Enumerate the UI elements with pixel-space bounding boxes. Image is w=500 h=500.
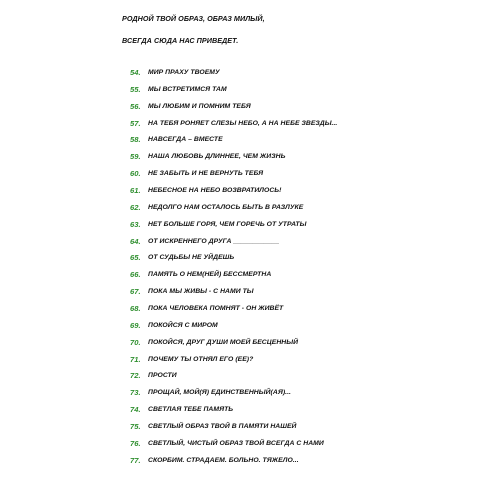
list-item [130,334,337,351]
item-number: 55. [130,84,141,94]
item-text: ПАМЯТЬ О НЕМ(НЕЙ) БЕССМЕРТНА [148,271,272,279]
list-item [130,115,337,132]
item-number: 68. [130,303,141,313]
item-number: 73. [130,388,141,398]
list-item [130,233,337,250]
item-number: 60. [130,169,141,179]
list-item [130,384,337,401]
list-item [130,266,337,283]
item-number: 57. [130,118,141,128]
list-item [130,418,337,435]
intro-line-2: ВСЕГДА СЮДА НАС ПРИВЕДЕТ. [122,36,239,45]
item-text: НАВСЕГДА – ВМЕСТЕ [148,136,223,144]
item-text: НЕТ БОЛЬШЕ ГОРЯ, ЧЕМ ГОРЕЧЬ ОТ УТРАТЫ [148,220,307,228]
list-item [130,283,337,300]
item-text: ПРОСТИ [148,372,177,380]
item-text: МИР ПРАХУ ТВОЕМУ [148,68,220,76]
item-number: 65. [130,253,141,263]
list-item [130,216,337,233]
item-number: 56. [130,101,141,111]
list-item [130,435,337,452]
item-text: ПРОЩАЙ, МОЙ(Я) ЕДИНСТВЕННЫЙ(АЯ)... [148,389,291,397]
item-number: 64. [130,236,141,246]
item-text: ПОКА ЧЕЛОВЕКА ПОМНЯТ - ОН ЖИВЁТ [148,304,284,312]
list-item [130,351,337,368]
item-number: 63. [130,219,141,229]
intro-line-1: РОДНОЙ ТВОЙ ОБРАЗ, ОБРАЗ МИЛЫЙ, [122,14,265,23]
list-item [130,199,337,216]
item-number: 70. [130,337,141,347]
list-item [130,300,337,317]
item-number: 59. [130,152,141,162]
item-text: СВЕТЛЫЙ, ЧИСТЫЙ ОБРАЗ ТВОЙ ВСЕГДА С НАМИ [148,439,324,447]
item-text: СВЕТЛЫЙ ОБРАЗ ТВОЙ В ПАМЯТИ НАШЕЙ [148,422,297,430]
item-number: 61. [130,185,141,195]
item-text: СКОРБИМ. СТРАДАЕМ. БОЛЬНО. ТЯЖЕЛО... [148,456,299,464]
item-number: 71. [130,354,141,364]
list-item [130,182,337,199]
list-item [130,131,337,148]
item-text: СВЕТЛАЯ ТЕБЕ ПАМЯТЬ [148,406,234,414]
list-item [130,249,337,266]
item-text: МЫ ВСТРЕТИМСЯ ТАМ [148,85,227,93]
item-text: ПОКОЙСЯ С МИРОМ [148,321,218,329]
list-item [130,401,337,418]
item-number: 75. [130,421,141,431]
item-number: 67. [130,287,141,297]
item-text: НЕДОЛГО НАМ ОСТАЛОСЬ БЫТЬ В РАЗЛУКЕ [148,203,304,211]
epitaph-list [130,64,337,469]
item-number: 69. [130,320,141,330]
list-item [130,64,337,81]
list-item [130,367,337,384]
item-text: ПОКА МЫ ЖИВЫ - С НАМИ ТЫ [148,288,254,296]
item-text: НЕ ЗАБЫТЬ И НЕ ВЕРНУТЬ ТЕБЯ [148,170,264,178]
item-number: 62. [130,202,141,212]
item-text: ПОЧЕМУ ТЫ ОТНЯЛ ЕГО (ЕЕ)? [148,355,254,363]
intro-text [122,13,265,57]
item-text: НА ТЕБЯ РОНЯЕТ СЛЕЗЫ НЕБО, А НА НЕБЕ ЗВЕЗДЫ... [148,119,338,127]
list-item [130,452,337,469]
list-item [130,81,337,98]
item-number: 72. [130,371,141,381]
list-item [130,148,337,165]
item-text: НАША ЛЮБОВЬ ДЛИННЕЕ, ЧЕМ ЖИЗНЬ [148,153,286,161]
item-number: 74. [130,405,141,415]
item-text: НЕБЕСНОЕ НА НЕБО ВОЗВРАТИЛОСЬ! [148,186,282,194]
list-item [130,165,337,182]
item-number: 58. [130,135,141,145]
list-item [130,317,337,334]
item-number: 77. [130,455,141,465]
item-number: 54. [130,67,141,77]
item-number: 66. [130,270,141,280]
item-text: ПОКОЙСЯ, ДРУГ ДУШИ МОЕЙ БЕСЦЕННЫЙ [148,338,299,346]
item-text: ОТ СУДЬБЫ НЕ УЙДЕШЬ [148,254,235,262]
item-number: 76. [130,438,141,448]
item-text: МЫ ЛЮБИМ И ПОМНИМ ТЕБЯ [148,102,251,110]
item-text: ОТ ИСКРЕННЕГО ДРУГА ____________ [148,237,280,245]
list-item [130,98,337,115]
